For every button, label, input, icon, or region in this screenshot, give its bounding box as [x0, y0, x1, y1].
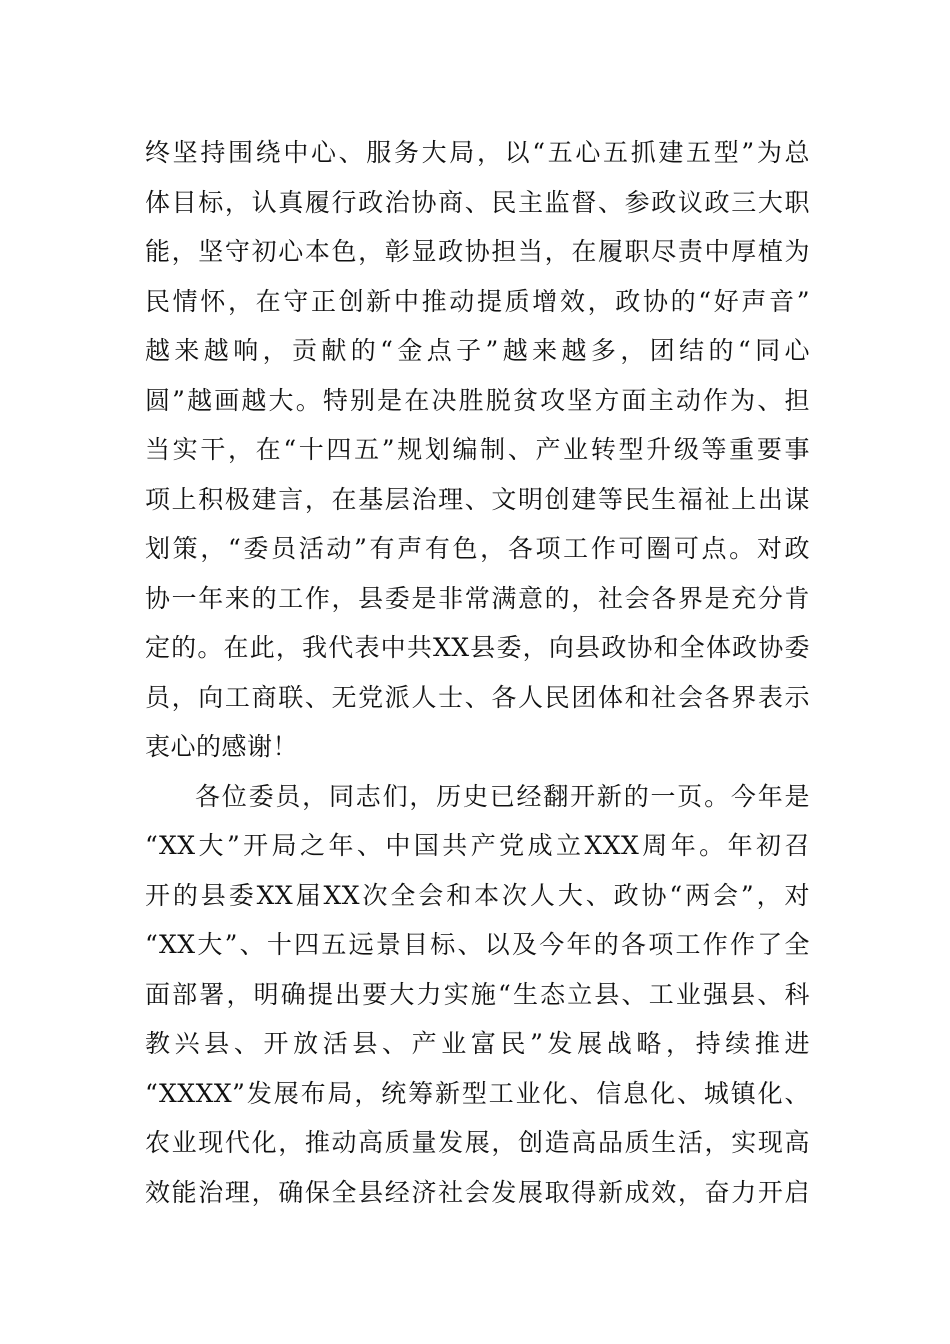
- text-line: 开的县委XX届XX次全会和本次人大、政协“两会”，对: [145, 880, 810, 910]
- text-line: 农业现代化，推动高质量发展，创造高品质生活，实现高: [145, 1128, 810, 1157]
- text-line: 定的。在此，我代表中共XX县委，向县政协和全体政协委: [145, 633, 810, 662]
- text-line: “XX大”、十四五远景目标、以及今年的各项工作作了全: [145, 930, 810, 959]
- text-line: 教兴县、开放活县、产业富民”发展战略，持续推进: [145, 1029, 810, 1058]
- text-line: 衷心的感谢！: [145, 732, 299, 761]
- text-line: 项上积极建言，在基层治理、文明创建等民生福祉上出谋: [145, 484, 810, 514]
- text-line: 越来越响，贡献的“金点子”越来越多，团结的“同心: [145, 336, 810, 365]
- text-line: 体目标，认真履行政治协商、民主监督、参政议政三大职: [145, 187, 810, 217]
- paragraph-1: [145, 128, 810, 772]
- text-line: 民情怀，在守正创新中推动提质增效，政协的“好声音”: [145, 286, 810, 316]
- body-text: [145, 128, 810, 1217]
- text-line: 当实干，在“十四五”规划编制、产业转型升级等重要事: [145, 435, 810, 464]
- text-line: 面部署，明确提出要大力实施“生态立县、工业强县、科: [145, 979, 810, 1009]
- text-line: 划策，“委员活动”有声有色，各项工作可圈可点。对政: [145, 534, 810, 563]
- text-line: 员，向工商联、无党派人士、各人民团体和社会各界表示: [145, 682, 810, 712]
- text-line: 效能治理，确保全县经济社会发展取得新成效，奋力开启: [145, 1177, 810, 1207]
- text-line: 协一年来的工作，县委是非常满意的，社会各界是充分肯: [145, 583, 810, 613]
- text-line: 圆”越画越大。特别是在决胜脱贫攻坚方面主动作为、担: [145, 385, 810, 415]
- text-line: 各位委员，同志们，历史已经翻开新的一页。今年是: [195, 781, 810, 811]
- text-line: 终坚持围绕中心、服务大局，以“五心五抓建五型”为总: [145, 138, 810, 167]
- paragraph-2: [145, 772, 810, 1218]
- text-line: 能，坚守初心本色，彰显政协担当，在履职尽责中厚植为: [145, 237, 810, 266]
- text-line: “XXXX”发展布局，统筹新型工业化、信息化、城镇化、: [145, 1078, 810, 1108]
- text-line: “XX大”开局之年、中国共产党成立XXX周年。年初召: [145, 831, 810, 860]
